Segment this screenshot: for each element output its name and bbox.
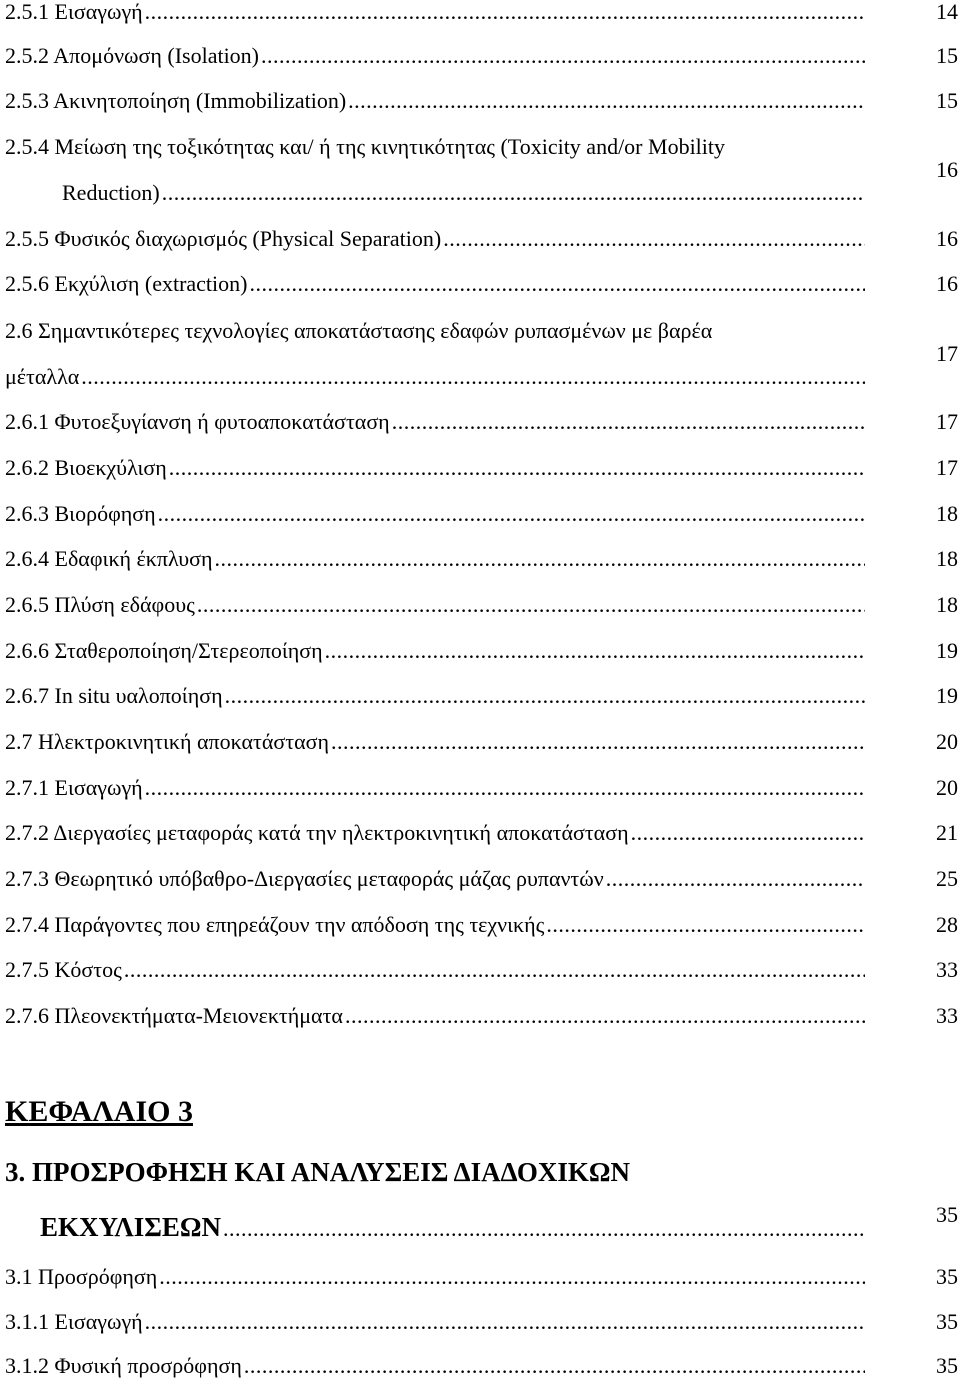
- toc-page-number: 33: [936, 1003, 958, 1028]
- toc-page-number: 19: [936, 683, 958, 708]
- chapter-title: ΚΕΦΑΛΑΙΟ 3: [5, 1095, 193, 1128]
- toc-entry-label: 2.6.2 Βιοεκχύλιση: [5, 455, 167, 480]
- toc-page-number: 18: [936, 592, 958, 617]
- toc-entry-2-5-5[interactable]: [0, 219, 960, 259]
- toc-page-number: 28: [936, 912, 958, 937]
- toc-entry-label: 2.5.3 Ακινητοποίηση (Immobilization): [5, 88, 347, 113]
- toc-entry-3-1[interactable]: [0, 1257, 960, 1297]
- dot-leader: [249, 271, 865, 296]
- toc-entry-label: 2.7.1 Εισαγωγή: [5, 775, 143, 800]
- toc-page-number: 16: [936, 226, 958, 251]
- toc-page-number: 16: [936, 157, 958, 182]
- toc-entry-label: 3.1.2 Φυσική προσρόφηση: [5, 1353, 242, 1378]
- toc-entry-label: 3.1 Προσρόφηση: [5, 1264, 158, 1289]
- toc-entry-2-6-1[interactable]: [0, 402, 960, 442]
- toc-entry-2-5-3[interactable]: [0, 81, 960, 121]
- toc-entry-label: 2.5.2 Απομόνωση (Isolation): [5, 43, 260, 68]
- toc-entry-2-5-1[interactable]: [0, 0, 960, 32]
- dot-leader: [244, 1353, 865, 1378]
- toc-entry-3-1-2[interactable]: [0, 1346, 960, 1386]
- toc-entry-2-7-4[interactable]: [0, 905, 960, 945]
- toc-entry-label: 2.7.2 Διεργασίες μεταφοράς κατά την ηλεκτροκινητική αποκατάσταση: [5, 820, 629, 845]
- toc-page-number: 21: [936, 820, 958, 845]
- toc-entry-label: 2.7.5 Κόστος: [5, 957, 122, 982]
- toc-entry-label: 2.5.6 Εκχύλιση (extraction): [5, 271, 248, 296]
- toc-page-2-5-4: [0, 150, 960, 190]
- toc-entry-label-cont: μέταλλα: [5, 364, 80, 389]
- toc-entry-label: 2.6.4 Εδαφική έκπλυση: [5, 546, 213, 571]
- toc-entry-label: 2.5.5 Φυσικός διαχωρισμός (Physical Separation): [5, 226, 442, 251]
- toc-entry-label: 2.6 Σημαντικότερες τεχνολογίες αποκατάστασης εδαφών ρυπασμένων με βαρέα: [5, 318, 713, 343]
- toc-entry-label: 3.1.1 Εισαγωγή: [5, 1309, 143, 1334]
- dot-leader: [606, 866, 865, 891]
- dot-leader: [345, 1003, 865, 1028]
- toc-entry-label: 2.7.4 Παράγοντες που επηρεάζουν την απόδοση της τεχνικής: [5, 912, 545, 937]
- toc-entry-2-7-5[interactable]: [0, 950, 960, 990]
- toc-entry-label: 2.6.1 Φυτοεξυγίανση ή φυτοαποκατάσταση: [5, 409, 390, 434]
- toc-entry-2-6-7[interactable]: [0, 676, 960, 716]
- toc-entry-label: 2.7.3 Θεωρητικό υπόβαθρο-Διεργασίες μεταφοράς μάζας ρυπαντών: [5, 866, 604, 891]
- toc-page-number: 15: [936, 43, 958, 68]
- dot-leader: [392, 409, 865, 434]
- dot-leader: [631, 820, 865, 845]
- toc-entry-label: 2.5.1 Εισαγωγή: [5, 0, 143, 24]
- toc-page-number: 20: [936, 729, 958, 754]
- toc-entry-2-5-2[interactable]: [0, 36, 960, 76]
- toc-page-number: 18: [936, 501, 958, 526]
- toc-entry-3-1-1[interactable]: [0, 1302, 960, 1342]
- dot-leader: [261, 43, 865, 68]
- toc-page-chapter-3: [0, 1195, 960, 1235]
- dot-leader: [443, 226, 865, 251]
- toc-entry-2-6-4[interactable]: [0, 539, 960, 579]
- toc-entry-2-6-6[interactable]: [0, 631, 960, 671]
- dot-leader: [145, 0, 865, 24]
- toc-page-number: 35: [936, 1309, 958, 1334]
- toc-page-number: 17: [936, 341, 958, 366]
- toc-entry-2-7-6[interactable]: [0, 996, 960, 1036]
- dot-leader: [145, 775, 865, 800]
- toc-entry-label: 2.6.6 Σταθεροποίηση/Στερεοποίηση: [5, 638, 323, 663]
- toc-entry-2-7-2[interactable]: [0, 813, 960, 853]
- dot-leader: [348, 88, 865, 113]
- dot-leader: [169, 455, 865, 480]
- toc-page-number: 35: [936, 1264, 958, 1289]
- toc-page-number: 17: [936, 455, 958, 480]
- toc-page-number: 14: [936, 0, 958, 24]
- toc-entry-label: 2.6.3 Βιορόφηση: [5, 501, 156, 526]
- toc-entry-2-7-3[interactable]: [0, 859, 960, 899]
- toc-page-number: 17: [936, 409, 958, 434]
- dot-leader: [325, 638, 865, 663]
- dot-leader: [331, 729, 865, 754]
- toc-entry-2-6-5[interactable]: [0, 585, 960, 625]
- toc-entry-label-cont: Reduction): [62, 180, 160, 205]
- toc-page-number: 15: [936, 88, 958, 113]
- dot-leader: [124, 957, 865, 982]
- dot-leader: [215, 546, 866, 571]
- toc-page-number: 19: [936, 638, 958, 663]
- toc-entry-label: 2.6.5 Πλύση εδάφους: [5, 592, 195, 617]
- toc-page-number: 33: [936, 957, 958, 982]
- toc-entry-2-7[interactable]: [0, 722, 960, 762]
- toc-page-number: 18: [936, 546, 958, 571]
- dot-leader: [145, 1309, 865, 1334]
- toc-entry-2-6-2[interactable]: [0, 448, 960, 488]
- toc-entry-2-5-6[interactable]: [0, 264, 960, 304]
- toc-entry-label: 2.5.4 Μείωση της τοξικότητας και/ ή της κινητικότητας (Toxicity and/or Mobility: [5, 134, 726, 159]
- dot-leader: [225, 683, 865, 708]
- toc-page-2-6: [0, 334, 960, 374]
- dot-leader: [197, 592, 865, 617]
- toc-entry-label: 2.6.7 In situ υαλοποίηση: [5, 683, 223, 708]
- toc-page-number: 16: [936, 271, 958, 296]
- dot-leader: [158, 501, 865, 526]
- toc-entry-label: 2.7 Ηλεκτροκινητική αποκατάσταση: [5, 729, 330, 754]
- toc-page-number: 35: [936, 1202, 958, 1227]
- toc-entry-label: 2.7.6 Πλεονεκτήματα-Μειονεκτήματα: [5, 1003, 343, 1028]
- toc-page-number: 20: [936, 775, 958, 800]
- dot-leader: [159, 1264, 865, 1289]
- toc-page-number: 25: [936, 866, 958, 891]
- toc-entry-2-6-3[interactable]: [0, 494, 960, 534]
- chapter-heading[interactable]: 3. ΠΡΟΣΡΟΦΗΣΗ ΚΑΙ ΑΝΑΛΥΣΕΙΣ ΔΙΑΔΟΧΙΚΩΝ: [5, 1157, 631, 1187]
- dot-leader: [546, 912, 865, 937]
- toc-page-number: 35: [936, 1353, 958, 1378]
- toc-entry-2-7-1[interactable]: [0, 768, 960, 808]
- chapter-heading-cont-label: ΕΚΧΥΛΙΣΕΩΝ: [40, 1212, 222, 1242]
